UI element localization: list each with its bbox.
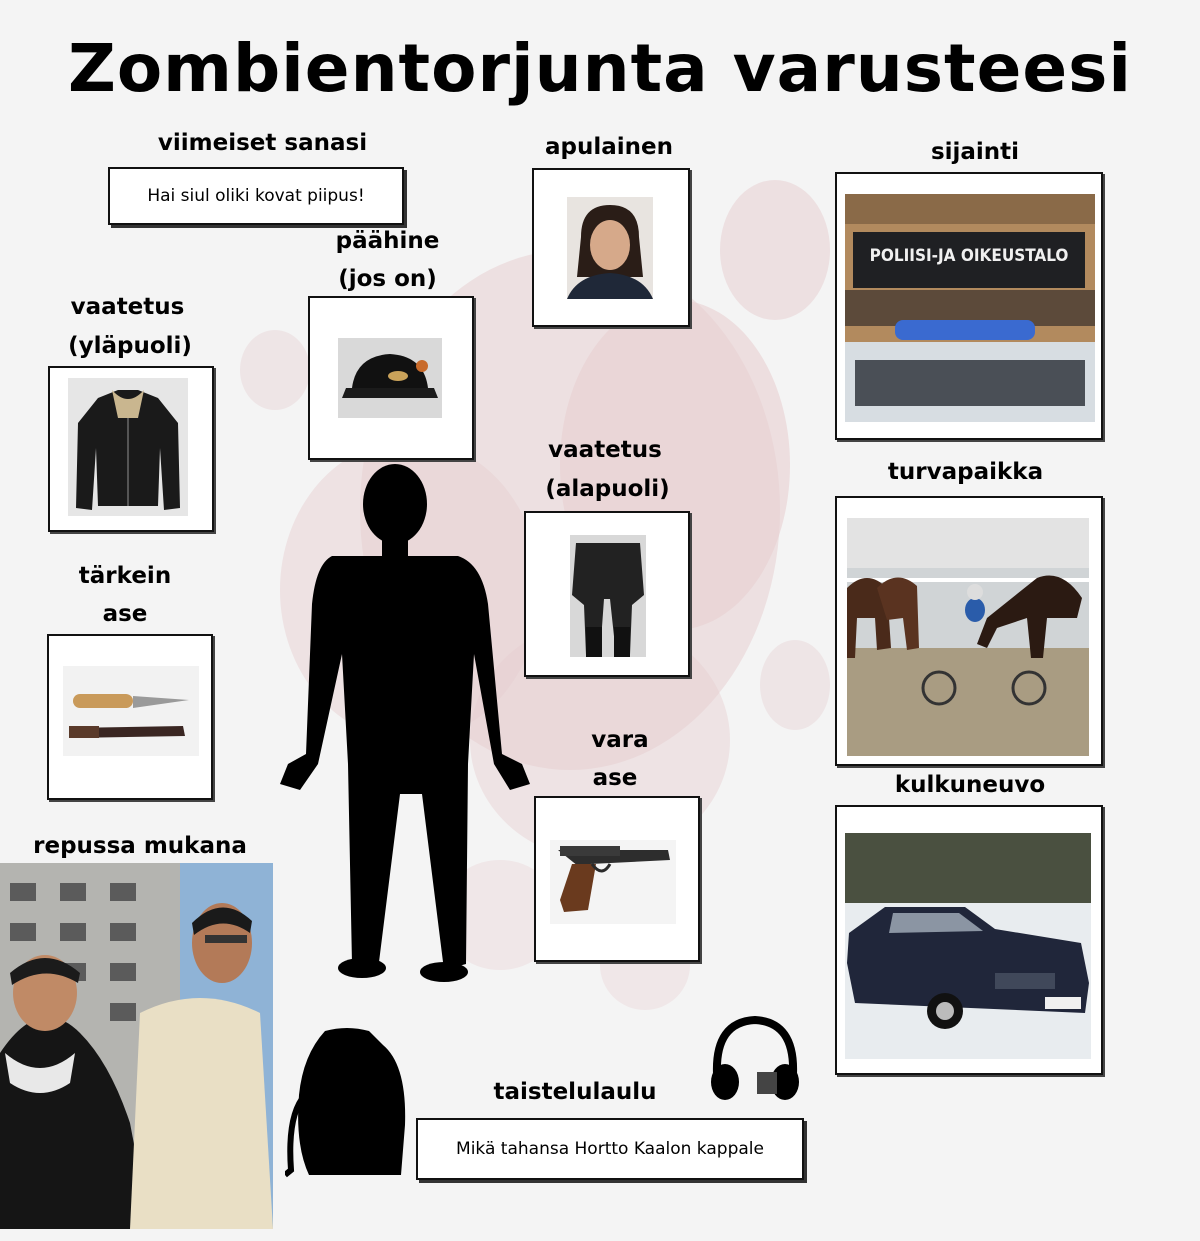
label-helper: apulainen	[545, 134, 673, 160]
knife-image	[63, 666, 199, 756]
police-station-photo	[845, 194, 1095, 422]
top-frame	[48, 366, 214, 532]
location-frame	[835, 172, 1103, 440]
backpack-icon	[285, 1025, 410, 1180]
label-spare-line2: ase	[592, 765, 638, 791]
label-headgear: päähine	[335, 228, 440, 254]
label-vehicle: kulkuneuvo	[894, 772, 1046, 798]
harness-racing-photo	[847, 518, 1089, 756]
headphones-icon	[705, 1012, 805, 1107]
people-image	[0, 863, 273, 1229]
label-safehouse: turvapaikka	[887, 459, 1044, 485]
label-weapon-line2: ase	[102, 601, 148, 627]
page-title: Zombientorjunta varusteesi	[67, 30, 1133, 107]
last-words-box	[108, 167, 404, 225]
backpack-photo	[0, 863, 273, 1229]
battle-song-text: Mikä tahansa Hortto Kaalon kappale	[456, 1139, 764, 1159]
location-sign-text: POLIISI-JA OIKEUSTALO	[869, 246, 1069, 266]
volvo-photo	[845, 833, 1091, 1059]
label-backpack: repussa mukana	[33, 833, 247, 859]
jacket-image	[68, 378, 188, 516]
label-spare: vara	[591, 727, 649, 753]
headgear-frame	[308, 296, 474, 460]
label-bottom: vaatetus	[548, 437, 662, 463]
label-top: vaatetus	[70, 294, 185, 320]
helper-portrait	[567, 197, 653, 299]
vehicle-frame	[835, 805, 1103, 1075]
label-top-note: (yläpuoli)	[68, 333, 192, 359]
pistol-image	[550, 840, 676, 924]
battle-song-box	[416, 1118, 804, 1180]
label-headgear-note: (jos on)	[338, 266, 437, 292]
label-last-words: viimeiset sanasi	[157, 130, 368, 156]
car-image	[845, 893, 1091, 1033]
bottom-frame	[524, 511, 690, 677]
label-battle-song: taistelulaulu	[493, 1079, 657, 1105]
spare-frame	[534, 796, 700, 962]
cap-image	[338, 338, 442, 418]
last-words-text: Hai siul oliki kovat piipus!	[147, 186, 365, 206]
horses-image	[847, 558, 1089, 708]
label-weapon: tärkein	[78, 563, 172, 589]
trousers-image	[570, 535, 646, 657]
person-silhouette	[262, 464, 532, 994]
weapon-frame	[47, 634, 213, 800]
label-bottom-note: (alapuoli)	[545, 476, 670, 502]
helper-frame	[532, 168, 690, 327]
safehouse-frame	[835, 496, 1103, 766]
label-location: sijainti	[930, 139, 1020, 165]
